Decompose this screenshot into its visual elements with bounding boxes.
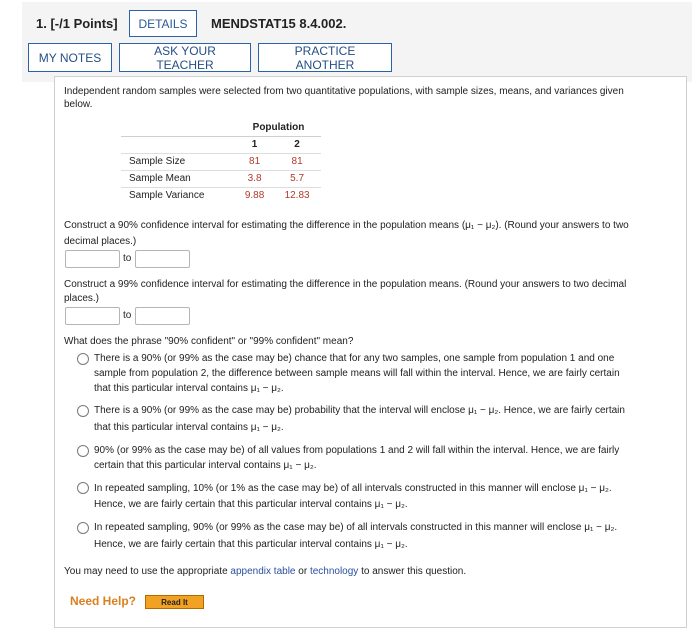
option-5-line-1: In repeated sampling, 90% (or 99% as the case may be) of all intervals constructed in this manner will enclose μ₁ − μ₂. xyxy=(94,522,618,533)
part1-line-1: Construct a 90% confidence interval for estimating the difference in the population means (μ₁ − μ₂). (Round your answers to two xyxy=(64,220,629,231)
part2-line-2: places.) xyxy=(64,293,100,304)
option-3-line-2: certain that this particular interval contains μ₁ − μ₂. xyxy=(94,460,317,471)
population-table xyxy=(121,119,321,204)
table-row xyxy=(121,187,321,204)
help-text xyxy=(64,564,466,579)
value-cell: 9.88 xyxy=(236,187,273,204)
part2-line-1: Construct a 99% confidence interval for estimating the difference in the population means. (Round your answers to two decimal xyxy=(64,279,627,290)
value-cell: 81 xyxy=(273,153,321,170)
part1-line-2: decimal places.) xyxy=(64,236,137,247)
question-number: 1. [-/1 Points] xyxy=(36,16,118,31)
intro-line-1: Independent random samples were selected from two quantitative populations, with sample sizes, means, and variances given xyxy=(64,86,624,97)
details-button[interactable]: DETAILS xyxy=(129,10,197,37)
option-2-line-1: There is a 90% (or 99% as the case may be) probability that the interval will enclose μ₁ − μ₂. Hence, we are fairly certain xyxy=(94,405,625,416)
intro-line-2: below. xyxy=(64,99,93,110)
option-1-line-2: sample from population 2, the difference between sample means will fall within the interval. Hence, we are fairly certain xyxy=(94,368,620,379)
option-2-line-2: that this particular interval contains μ₁ − μ₂. xyxy=(94,422,284,433)
ci99-lower-input[interactable] xyxy=(65,307,120,325)
option-3-radio[interactable] xyxy=(77,445,89,457)
to-label: to xyxy=(123,310,132,321)
help-text-pre: You may need to use the appropriate xyxy=(64,566,231,577)
population-col-1: 1 xyxy=(236,136,273,153)
row-label: Sample Mean xyxy=(121,170,236,187)
option-4-radio[interactable] xyxy=(77,482,89,494)
value-cell: 5.7 xyxy=(273,170,321,187)
option-4-line-2: Hence, we are fairly certain that this particular interval contains μ₁ − μ₂. xyxy=(94,499,408,510)
question-code: MENDSTAT15 8.4.002. xyxy=(211,16,347,31)
help-text-post: to answer this question. xyxy=(358,566,467,577)
ci90-lower-input[interactable] xyxy=(65,250,120,268)
ask-teacher-button[interactable]: ASK YOUR TEACHER xyxy=(119,43,251,72)
population-col-2: 2 xyxy=(273,136,321,153)
ci90-upper-input[interactable] xyxy=(135,250,190,268)
option-1-line-3: that this particular interval contains μ₁ − μ₂. xyxy=(94,383,284,394)
practice-another-button[interactable]: PRACTICE ANOTHER xyxy=(258,43,392,72)
my-notes-button[interactable]: MY NOTES xyxy=(28,43,112,72)
value-cell: 3.8 xyxy=(236,170,273,187)
option-2-radio[interactable] xyxy=(77,405,89,417)
option-1-radio[interactable] xyxy=(77,353,89,365)
row-label: Sample Size xyxy=(121,153,236,170)
option-3-line-1: 90% (or 99% as the case may be) of all values from populations 1 and 2 will fall within the interval. Hence, we are fairly xyxy=(94,445,620,456)
part3-question: What does the phrase "90% confident" or "99% confident" mean? xyxy=(64,336,354,347)
appendix-table-link[interactable]: appendix table xyxy=(230,566,296,577)
need-help-label: Need Help? xyxy=(70,594,137,608)
table-row xyxy=(121,170,321,187)
value-cell: 81 xyxy=(236,153,273,170)
option-4-line-1: In repeated sampling, 10% (or 1% as the case may be) of all intervals constructed in this manner will enclose μ₁ − μ₂. xyxy=(94,483,612,494)
option-5-line-2: Hence, we are fairly certain that this particular interval contains μ₁ − μ₂. xyxy=(94,539,408,550)
option-1-line-1: There is a 90% (or 99% as the case may be) chance that for any two samples, one sample from population 1 and one xyxy=(94,353,615,364)
ci99-upper-input[interactable] xyxy=(135,307,190,325)
population-header: Population xyxy=(252,121,305,133)
row-label: Sample Variance xyxy=(121,187,236,204)
table-row xyxy=(121,153,321,170)
technology-link[interactable]: technology xyxy=(309,566,359,577)
option-5-radio[interactable] xyxy=(77,522,89,534)
value-cell: 12.83 xyxy=(273,187,321,204)
read-it-button[interactable]: Read It xyxy=(145,595,204,609)
to-label: to xyxy=(123,253,132,264)
help-text-mid: or xyxy=(295,566,310,577)
